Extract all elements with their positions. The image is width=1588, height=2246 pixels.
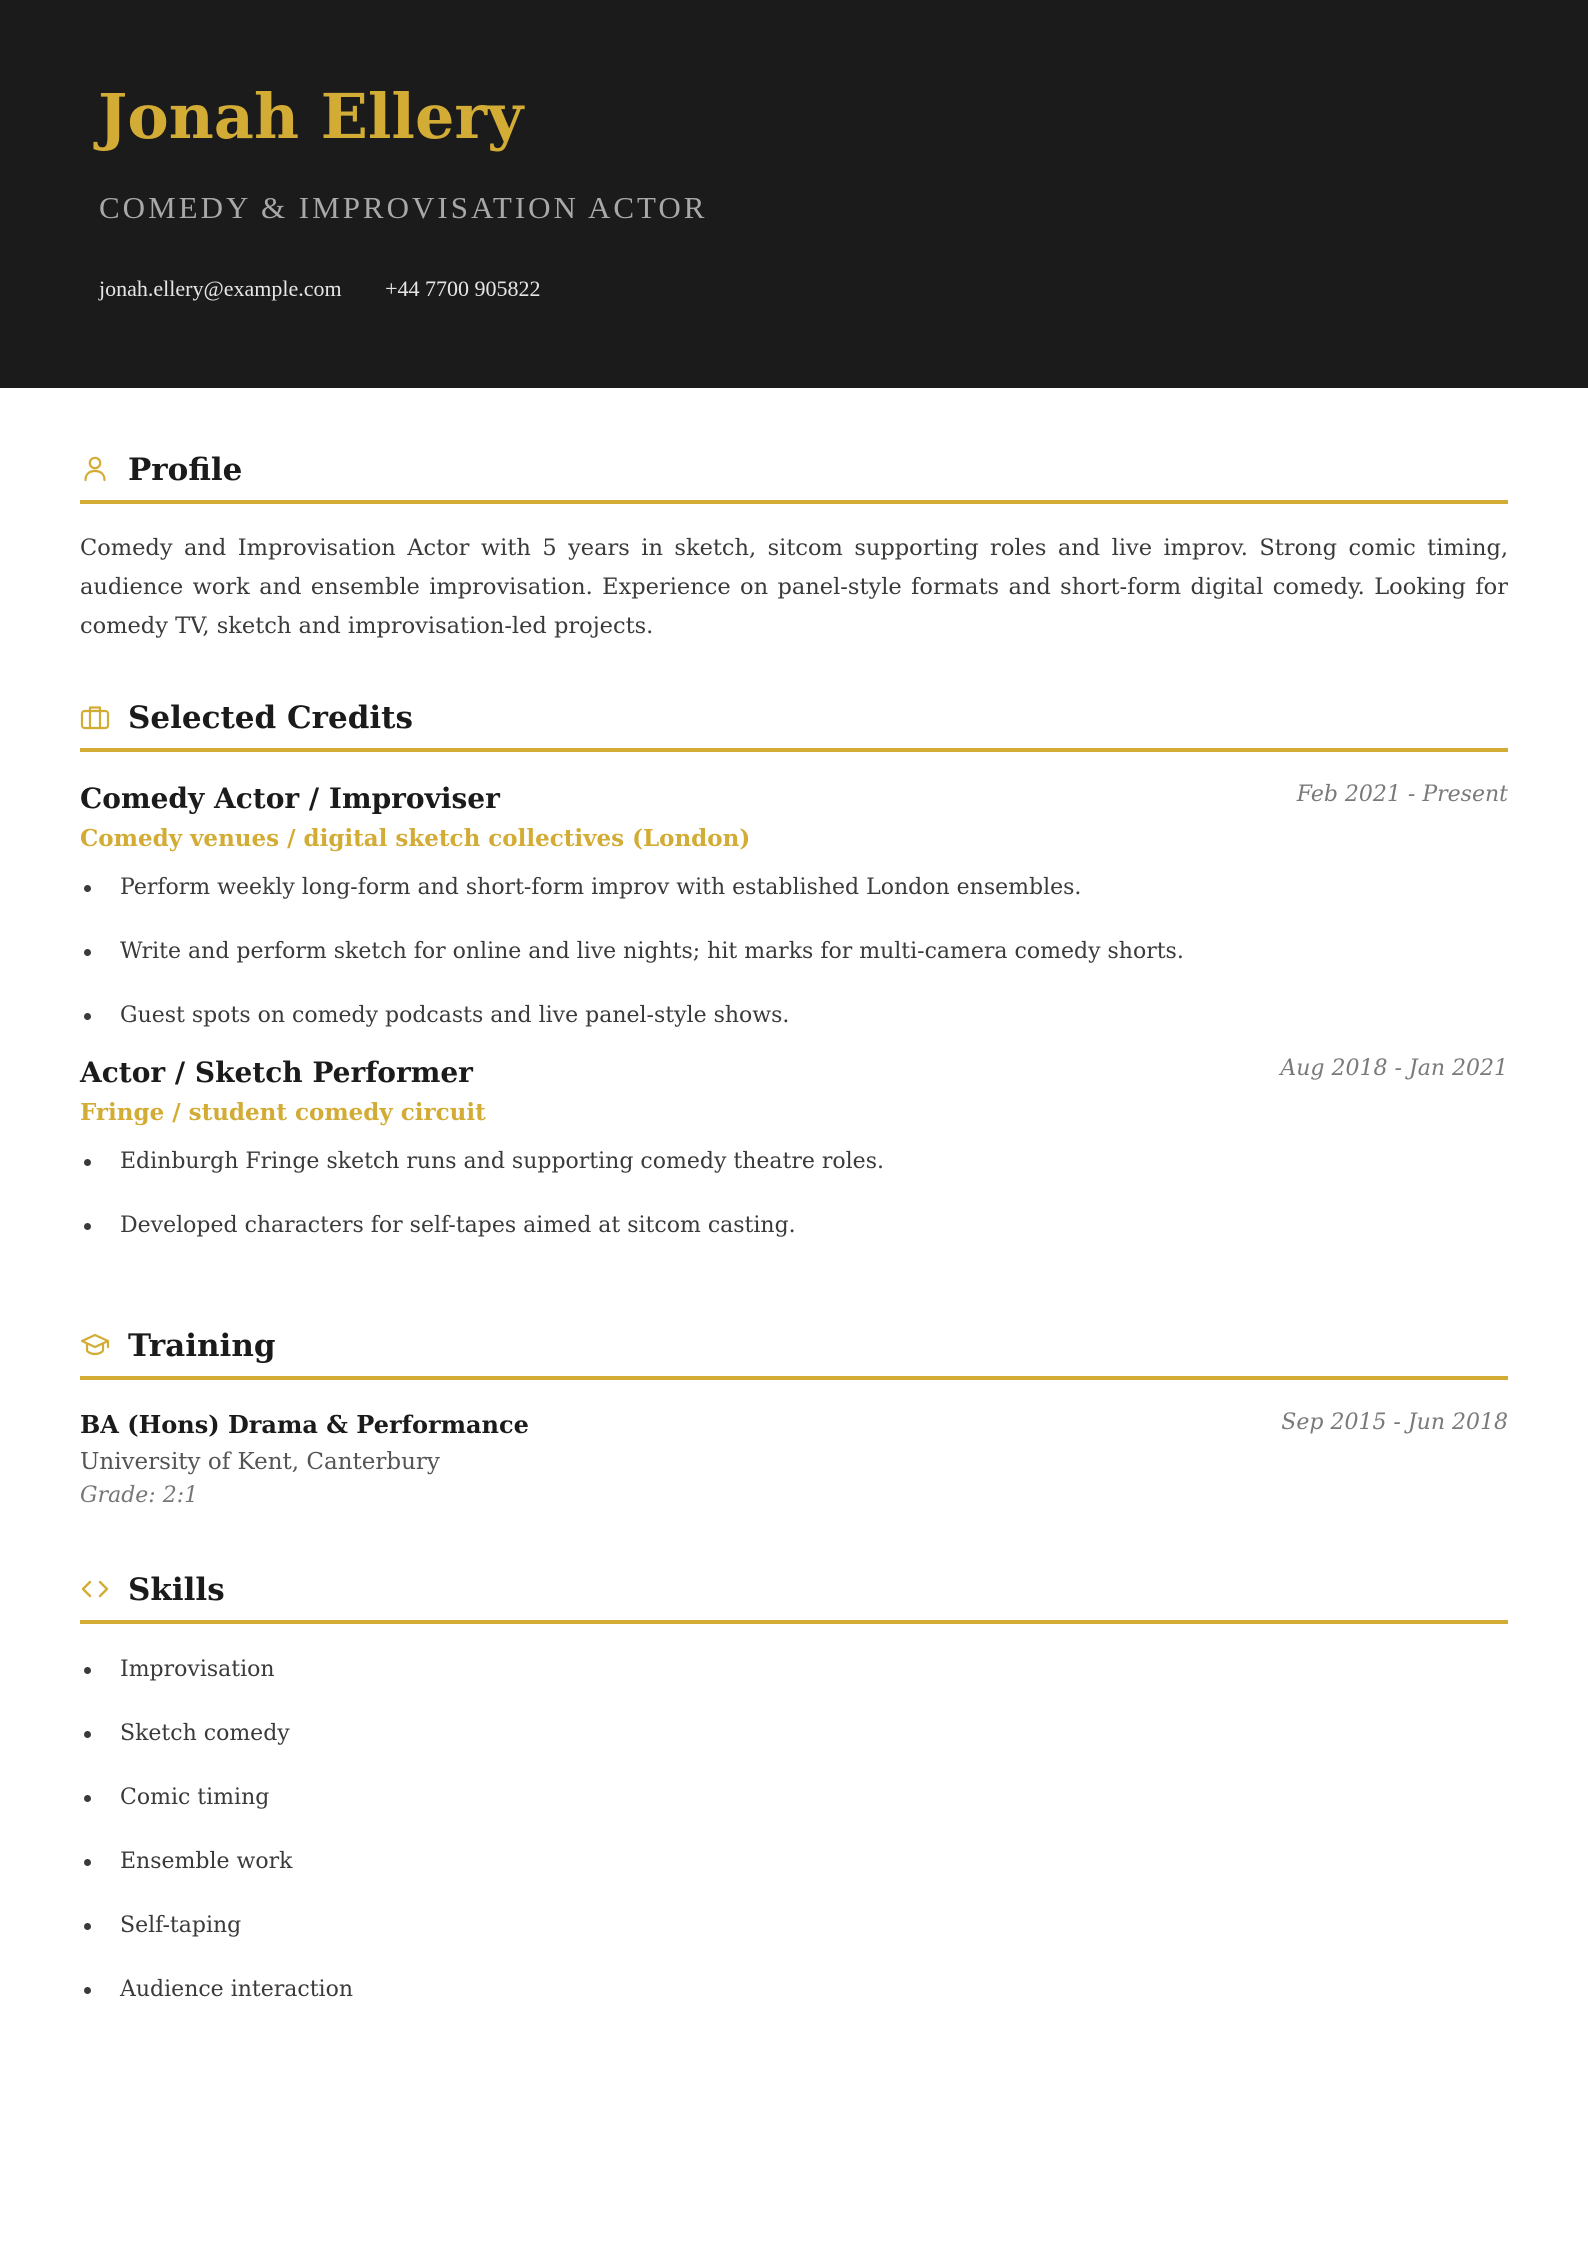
section-header	[80, 1322, 1508, 1380]
contact-info	[99, 276, 541, 302]
credit-date: Feb 2021 - Present	[1296, 782, 1508, 807]
credit-entry	[80, 1056, 1508, 1274]
institution-name: University of Kent, Canterbury	[80, 1449, 440, 1475]
credit-organization: Fringe / student comedy circuit	[80, 1099, 486, 1126]
skills-section	[80, 1566, 1508, 2038]
candidate-title: COMEDY & IMPROVISATION ACTOR	[99, 190, 708, 225]
section-header	[80, 1566, 1508, 1624]
email-link[interactable]: jonah.ellery@example.com	[99, 276, 342, 301]
list-item: Sketch comedy	[80, 1718, 1508, 1782]
phone-link[interactable]: +44 7700 905822	[385, 276, 541, 301]
section-header	[80, 446, 1508, 504]
person-icon	[80, 454, 110, 484]
section-title: Profile	[128, 452, 243, 488]
code-icon	[80, 1574, 110, 1604]
section-title: Training	[128, 1328, 276, 1364]
list-item: Guest spots on comedy podcasts and live panel-style shows.	[80, 1000, 1508, 1064]
credit-bullets	[80, 872, 1508, 1064]
graduation-cap-icon	[80, 1330, 110, 1360]
credit-role: Comedy Actor / Improviser	[80, 782, 500, 815]
list-item: Audience interaction	[80, 1974, 1508, 2038]
list-item: Developed characters for self-tapes aimed at sitcom casting.	[80, 1210, 1508, 1274]
briefcase-icon	[80, 702, 110, 732]
list-item: Write and perform sketch for online and live nights; hit marks for multi-camera comedy shorts.	[80, 936, 1508, 1000]
profile-section	[80, 446, 1508, 646]
degree-title: BA (Hons) Drama & Performance	[80, 1410, 529, 1439]
education-entry	[80, 1410, 1508, 1508]
list-item: Ensemble work	[80, 1846, 1508, 1910]
credit-date: Aug 2018 - Jan 2021	[1280, 1056, 1508, 1081]
training-section	[80, 1322, 1508, 1508]
skills-list	[80, 1654, 1508, 2038]
credits-section	[80, 694, 1508, 1274]
section-header	[80, 694, 1508, 752]
section-title: Selected Credits	[128, 700, 413, 736]
credit-bullets	[80, 1146, 1508, 1274]
list-item: Comic timing	[80, 1782, 1508, 1846]
list-item: Improvisation	[80, 1654, 1508, 1718]
list-item: Perform weekly long-form and short-form improv with established London ensembles.	[80, 872, 1508, 936]
list-item: Self-taping	[80, 1910, 1508, 1974]
education-grade: Grade: 2:1	[80, 1483, 199, 1508]
resume-header	[0, 0, 1588, 388]
education-date: Sep 2015 - Jun 2018	[1281, 1410, 1508, 1435]
section-title: Skills	[128, 1572, 225, 1608]
credit-entry	[80, 782, 1508, 1064]
profile-summary: Comedy and Improvisation Actor with 5 years in sketch, sitcom supporting roles and live improv. Strong comic timing, audience work and ensemble improvisation. Experience on panel-style formats and short-form digital comedy. Looking for comedy TV, sketch and improvisation-led projects.	[80, 535, 1508, 639]
candidate-name: Jonah Ellery	[98, 80, 524, 153]
credit-role: Actor / Sketch Performer	[80, 1056, 473, 1089]
list-item: Edinburgh Fringe sketch runs and supporting comedy theatre roles.	[80, 1146, 1508, 1210]
credit-organization: Comedy venues / digital sketch collectives (London)	[80, 825, 751, 852]
